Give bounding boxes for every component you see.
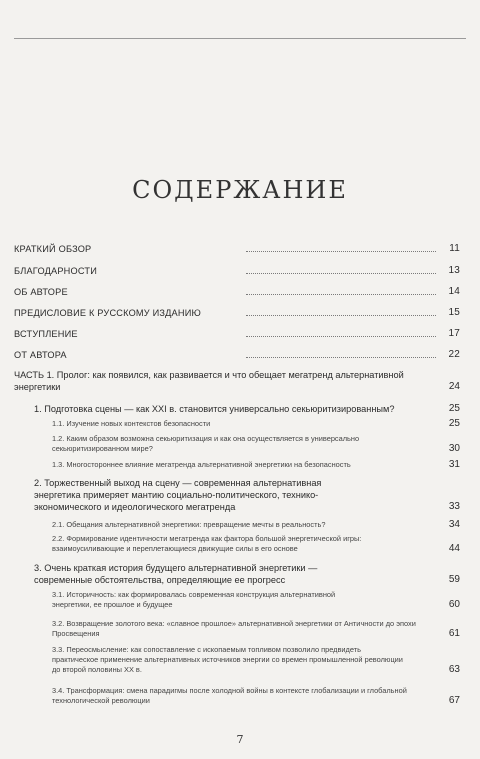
toc-entry [14, 265, 460, 277]
toc-chapter-entry [34, 403, 460, 415]
toc-entry-title: 1. Подготовка сцены — как XXI в. становится универсально секьюритизированным? [34, 404, 395, 414]
toc-section-entry [52, 686, 460, 706]
toc-section-entry [52, 520, 460, 530]
toc-chapter-entry [34, 477, 460, 513]
toc-entry-title: 1.2. Каким образом возможна секьюритизация и как она осуществляется в универсально секьюритизированном мире? [52, 434, 360, 453]
toc-entry-page: 15 [448, 307, 460, 318]
toc-entry-page: 31 [448, 459, 460, 470]
toc-entry-title: 3.3. Переосмысление: как сопоставление с ископаемым топливом позволило предвидеть практическое применение альтернативных источников энергии со времен промышленной революции до второй половины XX в. [52, 645, 403, 674]
toc-entry-title: 2.2. Формирование идентичности мегатренда как фактора большой энергетической игры: взаимоусиливающие и переплетающиеся движущие силы в его основе [52, 534, 362, 553]
toc-leader [246, 251, 436, 252]
toc-entry-title: 3.4. Трансформация: смена парадигмы после холодной войны в контексте глобализации и глобальной технологической революции [52, 686, 407, 705]
toc-leader [246, 357, 436, 358]
toc-entry-title: 3.1. Историчность: как формировалась современная конструкция альтернативной энергетики, ее прошлое и будущее [52, 590, 336, 609]
toc-entry [14, 307, 460, 319]
toc-entry-title: ОБ АВТОРЕ [14, 287, 68, 297]
toc-section-entry [52, 534, 460, 554]
toc-entry-title: ВСТУПЛЕНИЕ [14, 329, 78, 339]
toc-entry-page: 59 [448, 574, 460, 585]
toc-entry-page: 30 [448, 443, 460, 454]
toc-entry-title: 3.2. Возвращение золотого века: «славное прошлое» альтернативной энергетики от Античности до эпохи Просвещения [52, 619, 416, 638]
toc-entry-page: 61 [448, 628, 460, 639]
toc-entry-page: 17 [448, 328, 460, 339]
toc-entry-page: 60 [448, 599, 460, 610]
toc-chapter-entry [34, 562, 460, 586]
toc-entry-page: 25 [448, 418, 460, 429]
toc-leader [246, 294, 436, 295]
toc-leader [246, 315, 436, 316]
toc-entry-title: 3. Очень краткая история будущего альтернативной энергетики — современные обстоятельства, определяющие ее прогресс [34, 563, 318, 585]
toc-entry-page: 22 [448, 349, 460, 360]
toc-entry-title: 1.1. Изучение новых контекстов безопасности [52, 419, 211, 428]
toc-section-entry [52, 460, 460, 470]
toc-entry-title: ЧАСТЬ 1. Пролог: как появился, как развивается и что обещает мегатренд альтернативной энергетики [14, 370, 404, 392]
toc-section-entry [52, 419, 460, 429]
toc-entry-page: 33 [448, 501, 460, 512]
toc-entry-page: 34 [448, 519, 460, 530]
toc-entry-title: 2.1. Обещания альтернативной энергетики: превращение мечты в реальность? [52, 520, 326, 529]
page-number: 7 [236, 733, 244, 746]
toc-entry-page: 44 [448, 543, 460, 554]
toc-entry-page: 67 [448, 695, 460, 706]
toc-entry-title: КРАТКИЙ ОБЗОР [14, 244, 92, 254]
toc-section-entry [52, 590, 460, 610]
toc-section-entry [52, 434, 460, 454]
toc-entry [14, 243, 460, 255]
toc-entry [14, 328, 460, 340]
toc-entry-title: БЛАГОДАРНОСТИ [14, 266, 97, 276]
toc-entry-page: 11 [449, 243, 460, 254]
toc-entry-page: 14 [448, 286, 460, 297]
toc-entry-page: 25 [448, 403, 460, 414]
toc-entry-page: 63 [448, 664, 460, 675]
toc-part-entry [14, 369, 460, 393]
toc-entry-title: ОТ АВТОРА [14, 350, 67, 360]
toc-section-entry [52, 619, 460, 639]
toc-entry-title: ПРЕДИСЛОВИЕ К РУССКОМУ ИЗДАНИЮ [14, 308, 201, 318]
toc-entry [14, 349, 460, 361]
toc-entry-page: 24 [448, 381, 460, 392]
toc-entry-page: 13 [448, 265, 460, 276]
toc-section-entry [52, 645, 460, 675]
page-title: СОДЕРЖАНИЕ [132, 176, 348, 204]
toc-leader [246, 273, 436, 274]
toc-entry [14, 286, 460, 298]
toc-entry-title: 1.3. Многостороннее влияние мегатренда альтернативной энергетики на безопасность [52, 460, 351, 469]
toc-entry-title: 2. Торжественный выход на сцену — современная альтернативная энергетика примеряет мантию социально-политического, технико-экономического и идеологического мегатренда [34, 478, 322, 512]
toc-leader [246, 336, 436, 337]
